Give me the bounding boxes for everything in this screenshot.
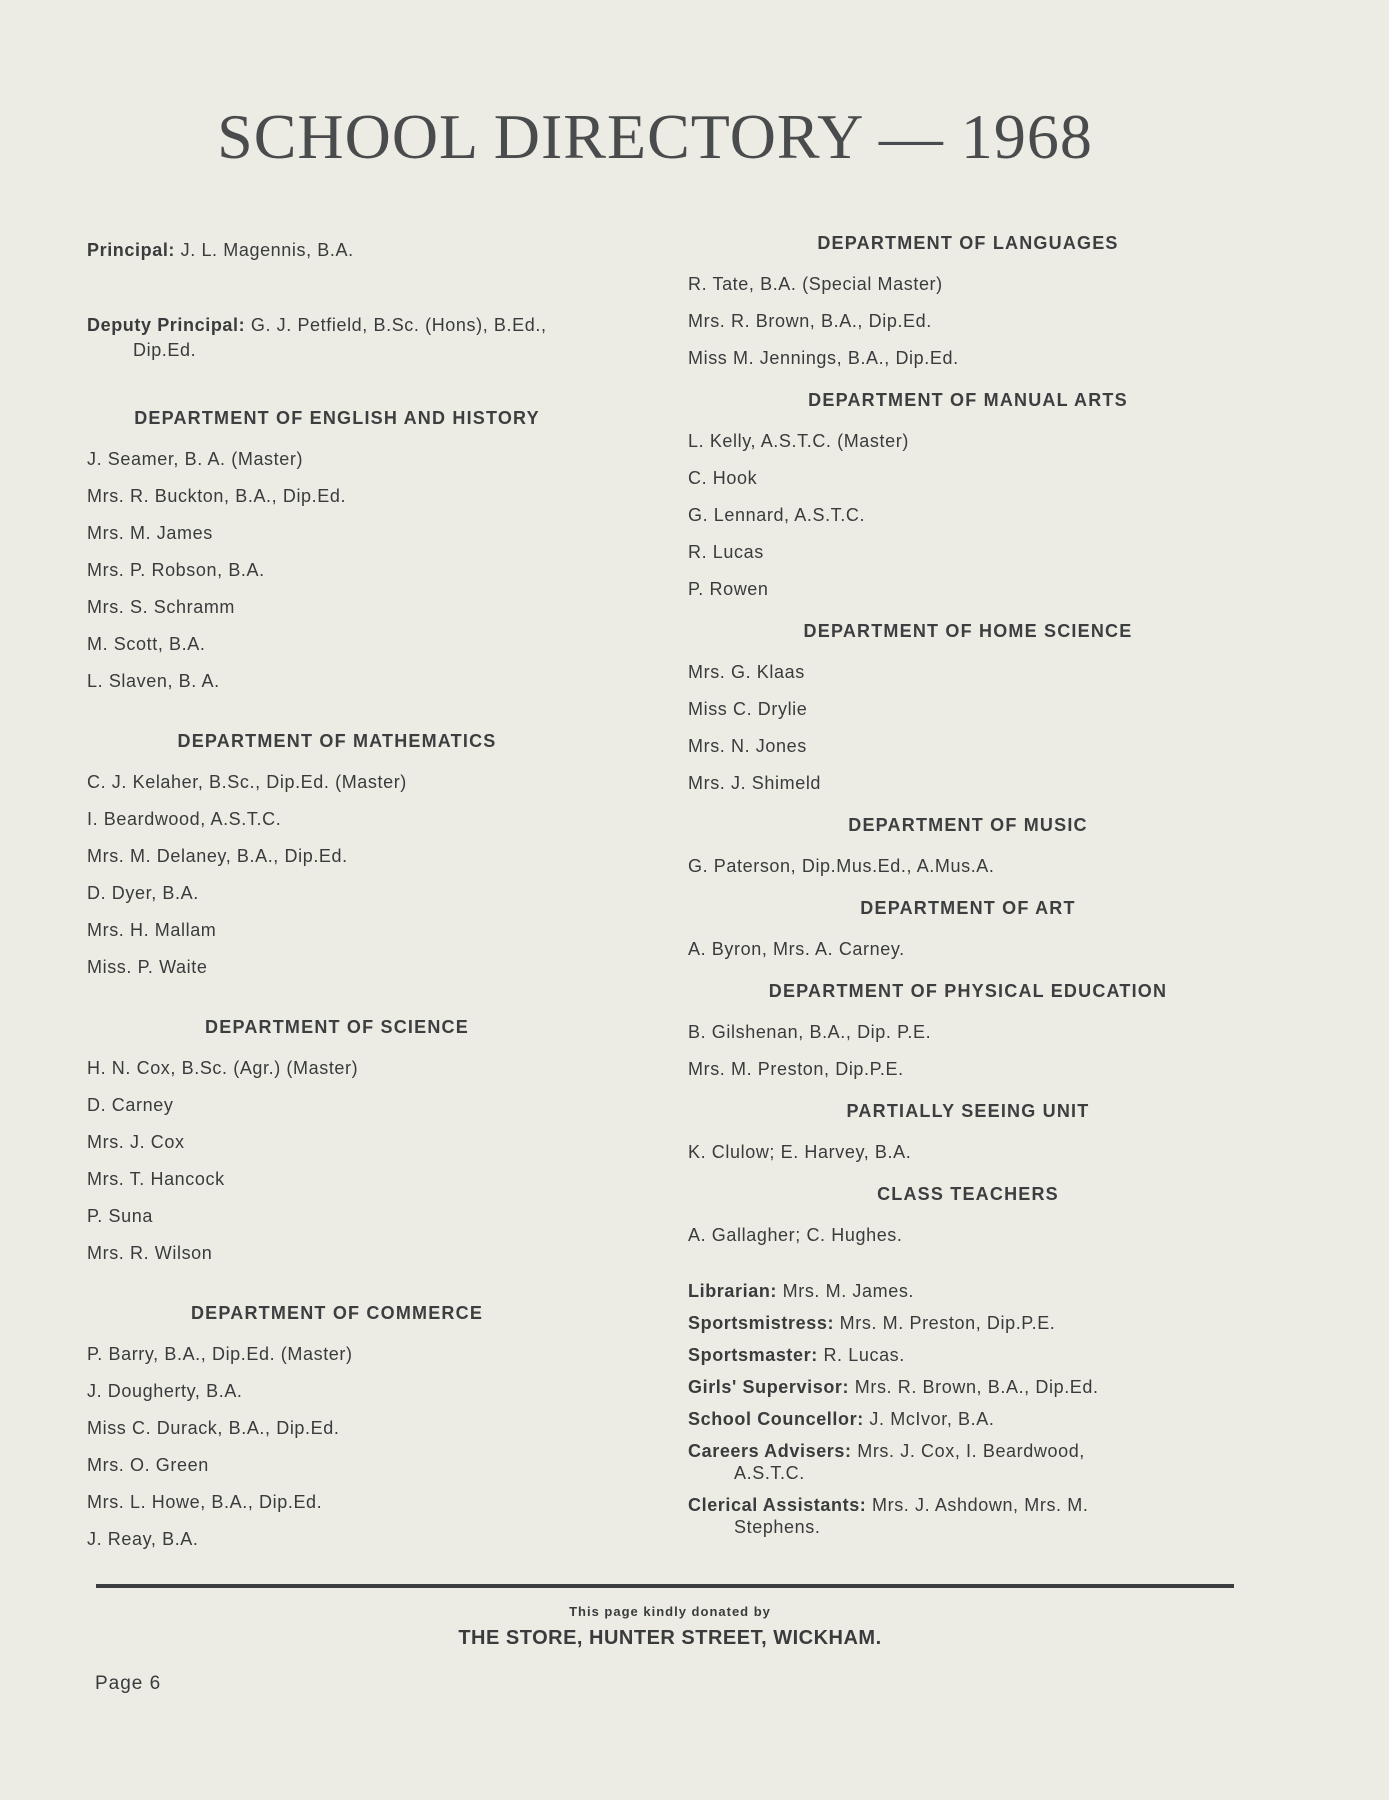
- donation-note: This page kindly donated by: [569, 1604, 771, 1619]
- left-column: [87, 238, 647, 1558]
- staff-member: Mrs. T. Hancock: [87, 1169, 225, 1189]
- role-value: Mrs. M. James.: [782, 1281, 915, 1301]
- department-heading: DEPARTMENT OF HOME SCIENCE: [803, 621, 1133, 641]
- role-value: R. Lucas.: [823, 1345, 905, 1365]
- staff-member: Mrs. M. Preston, Dip.P.E.: [688, 1059, 904, 1079]
- footer-divider: [96, 1584, 1234, 1588]
- staff-member: Mrs. J. Shimeld: [688, 773, 822, 793]
- role-entry: [688, 1344, 1238, 1366]
- role-value: J. McIvor, B.A.: [869, 1409, 995, 1429]
- role-value-cont: Stephens.: [734, 1517, 821, 1537]
- staff-list: [688, 266, 1238, 377]
- department-heading: CLASS TEACHERS: [877, 1184, 1059, 1204]
- department-section: [688, 389, 1238, 620]
- department-heading: DEPARTMENT OF SCIENCE: [205, 1017, 469, 1037]
- department-section: [688, 232, 1238, 389]
- principal-value: J. L. Magennis, B.A.: [180, 240, 354, 260]
- staff-member: A. Byron, Mrs. A. Carney.: [688, 939, 905, 959]
- staff-member: H. N. Cox, B.Sc. (Agr.) (Master): [87, 1058, 359, 1078]
- staff-member: L. Kelly, A.S.T.C. (Master): [688, 431, 909, 451]
- staff-member: J. Dougherty, B.A.: [87, 1381, 243, 1401]
- department-heading: DEPARTMENT OF MANUAL ARTS: [808, 390, 1128, 410]
- staff-member: Mrs. P. Robson, B.A.: [87, 560, 265, 580]
- staff-member: D. Dyer, B.A.: [87, 883, 199, 903]
- staff-member: Mrs. H. Mallam: [87, 920, 217, 940]
- staff-member: Mrs. R. Wilson: [87, 1243, 213, 1263]
- department-heading: DEPARTMENT OF MUSIC: [848, 815, 1088, 835]
- staff-member: Mrs. L. Howe, B.A., Dip.Ed.: [87, 1492, 323, 1512]
- role-label: Sportsmaster:: [688, 1345, 818, 1365]
- staff-member: Mrs. R. Buckton, B.A., Dip.Ed.: [87, 486, 347, 506]
- staff-member: Mrs. R. Brown, B.A., Dip.Ed.: [688, 311, 932, 331]
- staff-member: L. Slaven, B. A.: [87, 671, 220, 691]
- staff-list: [688, 931, 1238, 968]
- staff-member: K. Clulow; E. Harvey, B.A.: [688, 1142, 912, 1162]
- page-title: SCHOOL DIRECTORY — 1968: [217, 101, 1093, 172]
- department-section: [688, 814, 1238, 897]
- staff-member: Mrs. J. Cox: [87, 1132, 185, 1152]
- deputy-principal-label: Deputy Principal:: [87, 315, 246, 335]
- department-heading: DEPARTMENT OF ART: [860, 898, 1076, 918]
- staff-list: [688, 1014, 1238, 1088]
- left-departments: [87, 407, 647, 1558]
- department-section: [688, 1183, 1238, 1254]
- department-section: [87, 1016, 647, 1302]
- role-label: Clerical Assistants:: [688, 1495, 867, 1515]
- role-label: Sportsmistress:: [688, 1313, 835, 1333]
- staff-member: Mrs. S. Schramm: [87, 597, 236, 617]
- staff-member: G. Lennard, A.S.T.C.: [688, 505, 866, 525]
- department-section: [688, 1100, 1238, 1183]
- principal-entry: [87, 238, 647, 263]
- staff-member: C. Hook: [688, 468, 758, 488]
- staff-roles: [688, 1280, 1238, 1538]
- role-entry: [688, 1280, 1238, 1302]
- staff-member: Miss M. Jennings, B.A., Dip.Ed.: [688, 348, 959, 368]
- staff-list: [688, 848, 1238, 885]
- department-heading: DEPARTMENT OF PHYSICAL EDUCATION: [768, 981, 1168, 1001]
- staff-member: G. Paterson, Dip.Mus.Ed., A.Mus.A.: [688, 856, 995, 876]
- department-heading: DEPARTMENT OF LANGUAGES: [817, 233, 1119, 253]
- deputy-principal-entry: [87, 313, 647, 363]
- staff-member: Mrs. N. Jones: [688, 736, 807, 756]
- role-value: Mrs. J. Cox, I. Beardwood,: [857, 1441, 1085, 1461]
- staff-list: [87, 1336, 647, 1558]
- staff-member: B. Gilshenan, B.A., Dip. P.E.: [688, 1022, 932, 1042]
- role-entry: [688, 1408, 1238, 1430]
- department-section: [87, 407, 647, 730]
- staff-member: Mrs. G. Klaas: [688, 662, 805, 682]
- staff-member: A. Gallagher; C. Hughes.: [688, 1225, 903, 1245]
- staff-list: [87, 764, 647, 986]
- page-number: Page 6: [95, 1673, 162, 1694]
- role-label: School Councellor:: [688, 1409, 864, 1429]
- role-value-cont: A.S.T.C.: [734, 1463, 805, 1483]
- deputy-principal-value-cont: Dip.Ed.: [133, 340, 197, 360]
- staff-member: J. Seamer, B. A. (Master): [87, 449, 304, 469]
- role-value: Mrs. M. Preston, Dip.P.E.: [839, 1313, 1056, 1333]
- role-entry: [688, 1440, 1238, 1484]
- role-value: Mrs. J. Ashdown, Mrs. M.: [872, 1495, 1089, 1515]
- staff-member: Mrs. M. James: [87, 523, 213, 543]
- staff-list: [87, 441, 647, 700]
- role-value: Mrs. R. Brown, B.A., Dip.Ed.: [854, 1377, 1099, 1397]
- principal-label: Principal:: [87, 240, 176, 260]
- staff-list: [87, 1050, 647, 1272]
- staff-member: P. Rowen: [688, 579, 769, 599]
- department-section: [688, 620, 1238, 814]
- donor-name: THE STORE, HUNTER STREET, WICKHAM.: [458, 1627, 882, 1649]
- staff-member: Miss C. Drylie: [688, 699, 808, 719]
- staff-list: [688, 1134, 1238, 1171]
- staff-member: P. Barry, B.A., Dip.Ed. (Master): [87, 1344, 353, 1364]
- department-heading: DEPARTMENT OF MATHEMATICS: [177, 731, 497, 751]
- staff-member: R. Lucas: [688, 542, 764, 562]
- role-entry: [688, 1494, 1238, 1538]
- role-entry: [688, 1376, 1238, 1398]
- role-label: Careers Advisers:: [688, 1441, 852, 1461]
- department-heading: PARTIALLY SEEING UNIT: [846, 1101, 1090, 1121]
- department-section: [87, 730, 647, 1016]
- staff-member: Mrs. M. Delaney, B.A., Dip.Ed.: [87, 846, 348, 866]
- department-section: [688, 980, 1238, 1100]
- right-column: [688, 232, 1238, 1548]
- staff-member: D. Carney: [87, 1095, 174, 1115]
- role-entry: [688, 1312, 1238, 1334]
- staff-member: R. Tate, B.A. (Special Master): [688, 274, 943, 294]
- staff-member: J. Reay, B.A.: [87, 1529, 199, 1549]
- department-section: [87, 1302, 647, 1558]
- staff-list: [688, 423, 1238, 608]
- right-departments: [688, 232, 1238, 1254]
- staff-member: Miss. P. Waite: [87, 957, 208, 977]
- staff-list: [688, 1217, 1238, 1254]
- department-heading: DEPARTMENT OF ENGLISH AND HISTORY: [134, 408, 540, 428]
- staff-member: P. Suna: [87, 1206, 153, 1226]
- department-heading: DEPARTMENT OF COMMERCE: [190, 1303, 484, 1323]
- role-label: Girls' Supervisor:: [688, 1377, 850, 1397]
- staff-list: [688, 654, 1238, 802]
- deputy-principal-value: G. J. Petfield, B.Sc. (Hons), B.Ed.,: [250, 315, 547, 335]
- staff-member: C. J. Kelaher, B.Sc., Dip.Ed. (Master): [87, 772, 407, 792]
- staff-member: M. Scott, B.A.: [87, 634, 206, 654]
- staff-member: Miss C. Durack, B.A., Dip.Ed.: [87, 1418, 340, 1438]
- staff-member: Mrs. O. Green: [87, 1455, 209, 1475]
- staff-member: I. Beardwood, A.S.T.C.: [87, 809, 282, 829]
- role-label: Librarian:: [688, 1281, 778, 1301]
- department-section: [688, 897, 1238, 980]
